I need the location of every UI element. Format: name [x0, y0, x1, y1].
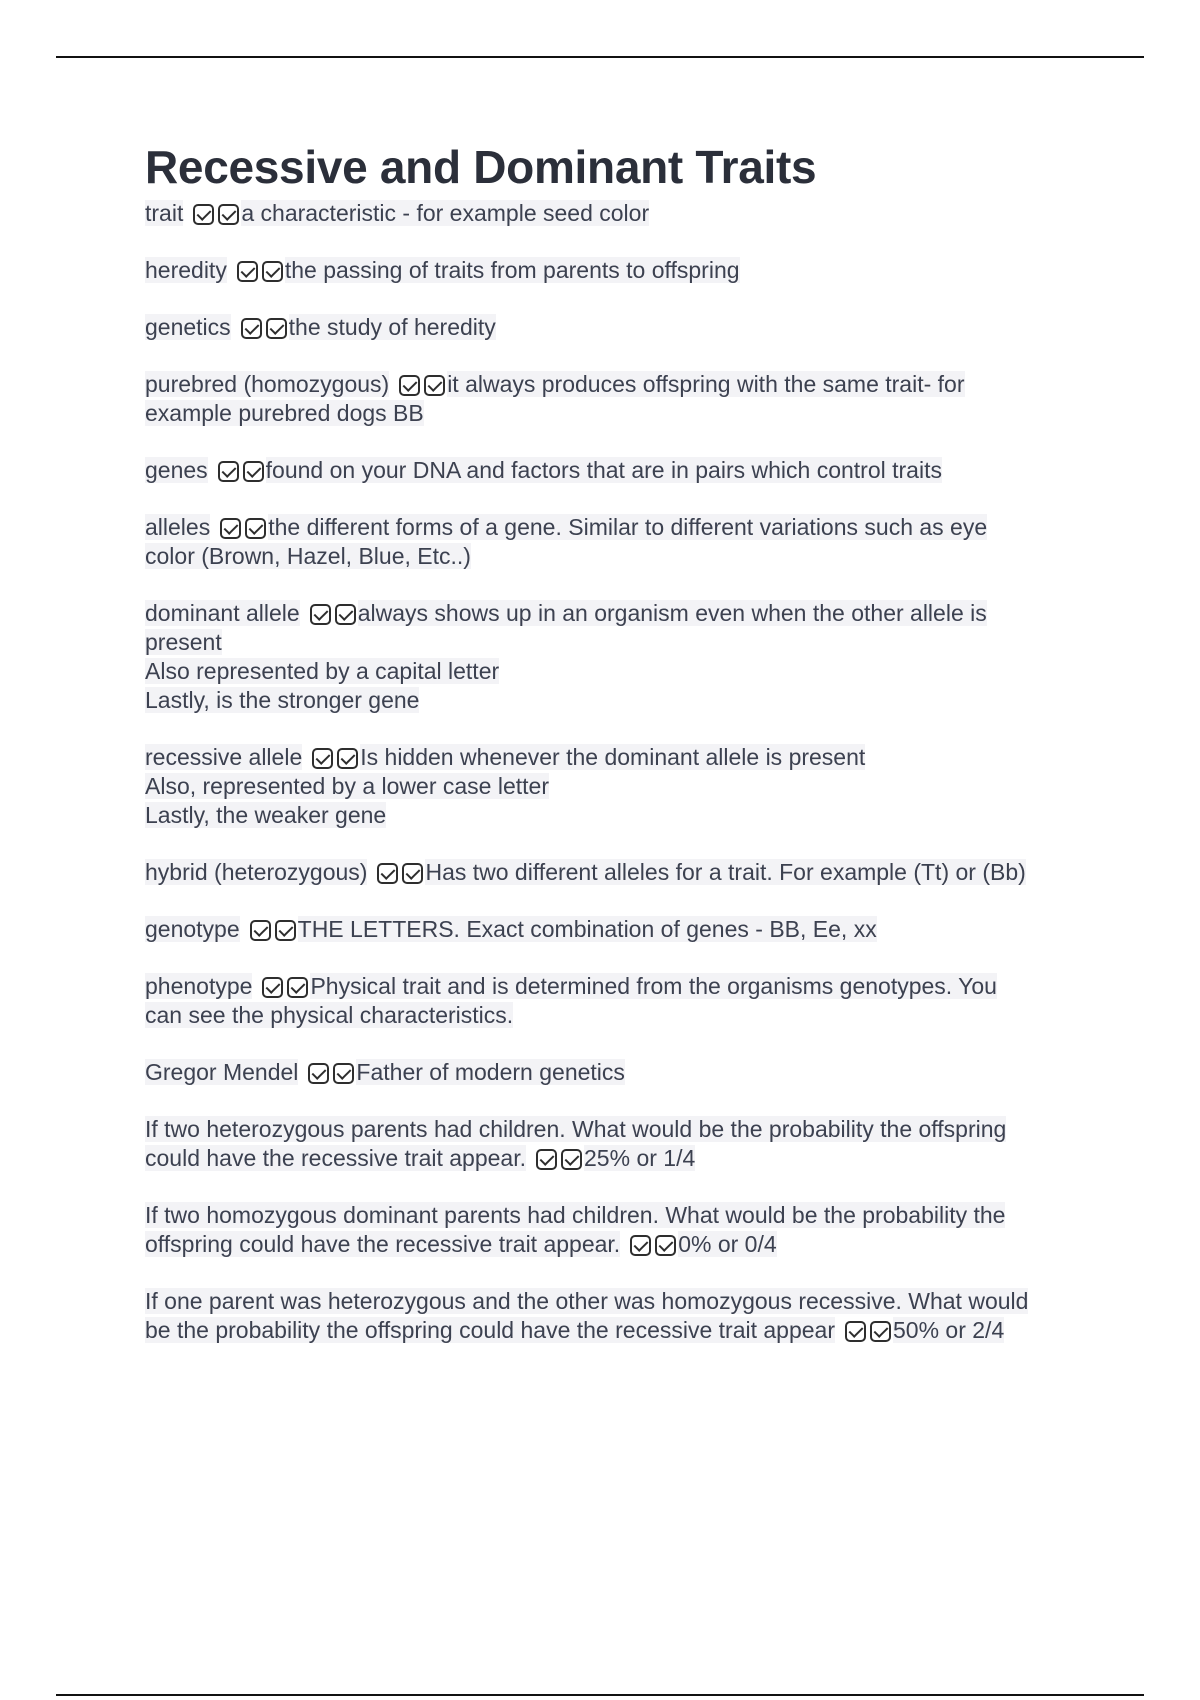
- definition-text: the passing of traits from parents to offspring: [284, 256, 740, 283]
- checkbox-checked-icon: [402, 863, 423, 884]
- checkbox-checked-icon: [193, 204, 214, 225]
- checkbox-checked-icon: [308, 1063, 329, 1084]
- definition-text: can see the physical characteristics.: [145, 1001, 514, 1028]
- entry-line: [145, 686, 1095, 715]
- definition-text: found on your DNA and factors that are in pairs which control traits: [265, 456, 942, 483]
- checkbox-checked-icon: [250, 920, 271, 941]
- flashcard-entry: [145, 915, 1095, 944]
- definition-text: the study of heredity: [288, 313, 496, 340]
- flashcard-entry: [145, 513, 1095, 571]
- definition-text: THE LETTERS. Exact combination of genes - BB, Ee, xx: [297, 915, 877, 942]
- entry-line: [145, 657, 1095, 686]
- question-entry: [145, 1201, 1095, 1259]
- checkbox-checked-icon: [399, 375, 420, 396]
- term-label: phenotype: [145, 972, 253, 999]
- checkbox-checked-icon: [845, 1321, 866, 1342]
- checkbox-checked-icon: [630, 1235, 651, 1256]
- definition-text: a characteristic - for example seed color: [241, 199, 650, 226]
- document-body: [145, 142, 1095, 1373]
- term-label: recessive allele: [145, 743, 303, 770]
- term-label: purebred (homozygous): [145, 370, 390, 397]
- answer-text: 0% or 0/4: [678, 1230, 777, 1257]
- entry-line: [145, 370, 1095, 399]
- answer-text: 50% or 2/4: [893, 1316, 1005, 1343]
- definition-text: Has two different alleles for a trait. For example (Tt) or (Bb): [425, 858, 1026, 885]
- term-label: alleles: [145, 513, 211, 540]
- term-label: genes: [145, 456, 208, 483]
- entry-line: [145, 743, 1095, 772]
- question-list: [145, 1115, 1095, 1345]
- flashcard-entry: [145, 972, 1095, 1030]
- term-list: [145, 199, 1095, 1087]
- checkbox-checked-icon: [245, 518, 266, 539]
- entry-line: [145, 1058, 1095, 1087]
- term-label: genetics: [145, 313, 231, 340]
- entry-line: [145, 972, 1095, 1001]
- checkbox-checked-icon: [237, 261, 258, 282]
- definition-text: Father of modern genetics: [356, 1058, 625, 1085]
- entry-line: [145, 915, 1095, 944]
- definition-text: Lastly, is the stronger gene: [145, 686, 420, 713]
- checkbox-checked-icon: [220, 518, 241, 539]
- question-line: [145, 1201, 1095, 1230]
- flashcard-entry: [145, 456, 1095, 485]
- entry-line: [145, 628, 1095, 657]
- entry-line: [145, 313, 1095, 342]
- entry-line: [145, 199, 1095, 228]
- question-line: [145, 1287, 1095, 1316]
- checkbox-checked-icon: [266, 318, 287, 339]
- definition-text: Is hidden whenever the dominant allele is present: [360, 743, 866, 770]
- flashcard-entry: [145, 599, 1095, 715]
- question-line: [145, 1144, 1095, 1173]
- question-entry: [145, 1287, 1095, 1345]
- question-line: [145, 1230, 1095, 1259]
- checkbox-checked-icon: [424, 375, 445, 396]
- definition-text: Also, represented by a lower case letter: [145, 772, 549, 799]
- entry-line: [145, 772, 1095, 801]
- answer-text: 25% or 1/4: [584, 1144, 696, 1171]
- entry-line: [145, 599, 1095, 628]
- question-text: If one parent was heterozygous and the other was homozygous recessive. What would: [145, 1287, 1029, 1314]
- question-entry: [145, 1115, 1095, 1173]
- entry-line: [145, 513, 1095, 542]
- definition-text: Lastly, the weaker gene: [145, 801, 387, 828]
- term-label: Gregor Mendel: [145, 1058, 299, 1085]
- flashcard-entry: [145, 313, 1095, 342]
- checkbox-checked-icon: [218, 461, 239, 482]
- entry-line: [145, 399, 1095, 428]
- entry-line: [145, 801, 1095, 830]
- question-text: If two homozygous dominant parents had children. What would be the probability the: [145, 1201, 1006, 1228]
- checkbox-checked-icon: [536, 1149, 557, 1170]
- definition-text: Physical trait and is determined from the organisms genotypes. You: [310, 972, 997, 999]
- question-text: offspring could have the recessive trait appear.: [145, 1230, 621, 1257]
- entry-line: [145, 456, 1095, 485]
- definition-text: example purebred dogs BB: [145, 399, 424, 426]
- definition-text: always shows up in an organism even when the other allele is: [357, 599, 987, 626]
- entry-line: [145, 858, 1095, 887]
- checkbox-checked-icon: [262, 977, 283, 998]
- question-line: [145, 1316, 1095, 1345]
- question-text: could have the recessive trait appear.: [145, 1144, 527, 1171]
- checkbox-checked-icon: [262, 261, 283, 282]
- checkbox-checked-icon: [312, 748, 333, 769]
- checkbox-checked-icon: [243, 461, 264, 482]
- term-label: genotype: [145, 915, 240, 942]
- question-text: If two heterozygous parents had children. What would be the probability the offspring: [145, 1115, 1007, 1142]
- checkbox-checked-icon: [335, 604, 356, 625]
- footer-rule: [56, 1694, 1144, 1696]
- flashcard-entry: [145, 1058, 1095, 1087]
- definition-text: it always produces offspring with the same trait- for: [447, 370, 965, 397]
- term-label: dominant allele: [145, 599, 300, 626]
- flashcard-entry: [145, 370, 1095, 428]
- checkbox-checked-icon: [333, 1063, 354, 1084]
- checkbox-checked-icon: [287, 977, 308, 998]
- flashcard-entry: [145, 743, 1095, 830]
- entry-line: [145, 1001, 1095, 1030]
- flashcard-entry: [145, 199, 1095, 228]
- checkbox-checked-icon: [310, 604, 331, 625]
- checkbox-checked-icon: [275, 920, 296, 941]
- flashcard-entry: [145, 858, 1095, 887]
- definition-text: color (Brown, Hazel, Blue, Etc..): [145, 542, 471, 569]
- flashcard-entry: [145, 256, 1095, 285]
- question-text: be the probability the offspring could have the recessive trait appear: [145, 1316, 835, 1343]
- term-label: trait: [145, 199, 184, 226]
- term-label: hybrid (heterozygous): [145, 858, 368, 885]
- entry-line: [145, 256, 1095, 285]
- entry-line: [145, 542, 1095, 571]
- definition-text: the different forms of a gene. Similar to different variations such as eye: [268, 513, 988, 540]
- page-title: Recessive and Dominant Traits: [145, 141, 817, 193]
- header-rule: [56, 56, 1144, 58]
- checkbox-checked-icon: [218, 204, 239, 225]
- definition-text: Also represented by a capital letter: [145, 657, 500, 684]
- checkbox-checked-icon: [377, 863, 398, 884]
- definition-text: present: [145, 628, 222, 655]
- checkbox-checked-icon: [655, 1235, 676, 1256]
- checkbox-checked-icon: [870, 1321, 891, 1342]
- term-label: heredity: [145, 256, 227, 283]
- question-line: [145, 1115, 1095, 1144]
- checkbox-checked-icon: [337, 748, 358, 769]
- checkbox-checked-icon: [561, 1149, 582, 1170]
- checkbox-checked-icon: [241, 318, 262, 339]
